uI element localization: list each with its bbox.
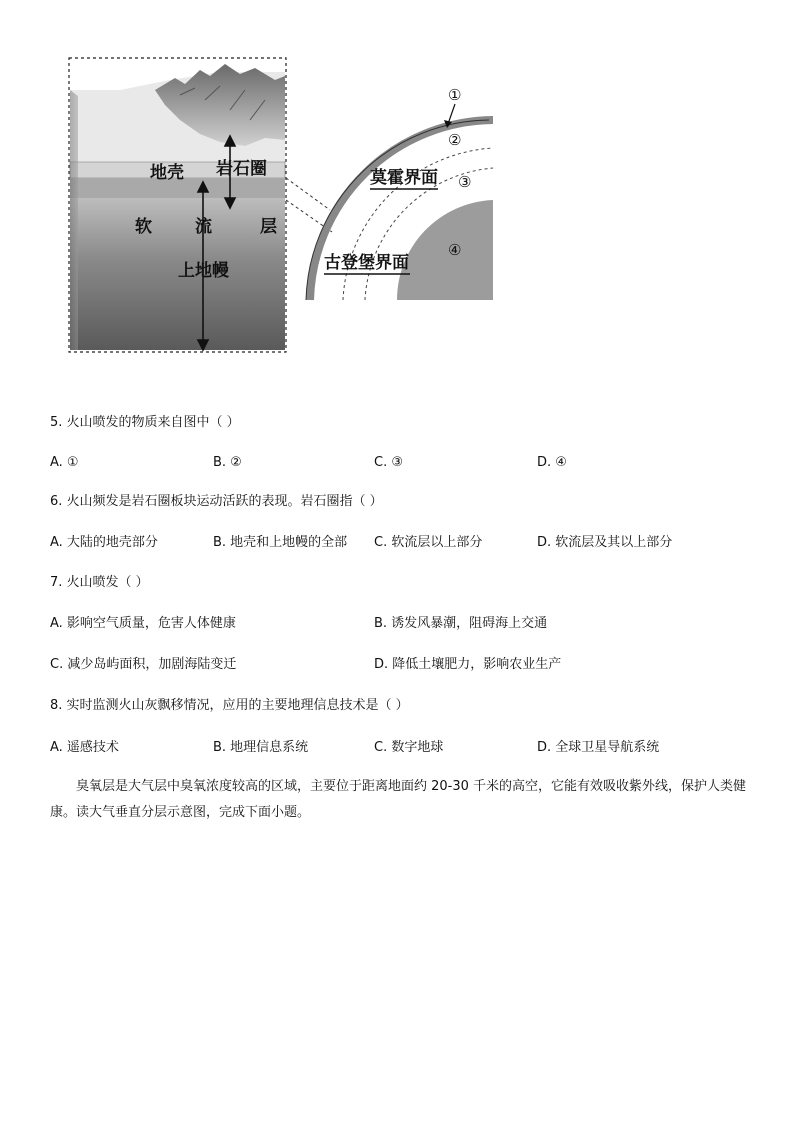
q5-option-d: D. ④ <box>537 455 567 470</box>
label-crust: 地壳 <box>150 163 184 183</box>
section-num-2: ② <box>448 131 462 149</box>
q6-option-a: A. 大陆的地壳部分 <box>50 535 158 550</box>
q5-option-b: B. ② <box>213 455 242 470</box>
section-num-1: ① <box>448 86 462 104</box>
earth-structure-diagram <box>60 50 500 360</box>
label-lithosphere: 岩石圈 <box>216 159 267 179</box>
question-7-stem: 7. 火山喷发（ ） <box>50 575 149 590</box>
q6-option-b: B. 地壳和上地幔的全部 <box>213 535 348 550</box>
question-6-stem: 6. 火山频发是岩石圈板块运动活跃的表现。岩石圈指（ ） <box>50 494 383 509</box>
q6-option-d: D. 软流层及其以上部分 <box>537 535 673 550</box>
q8-option-d: D. 全球卫星导航系统 <box>537 740 660 755</box>
label-upper-mantle: 上地幔 <box>178 261 229 281</box>
label-asthenosphere-3: 层 <box>260 217 277 237</box>
label-asthenosphere-2: 流 <box>195 217 212 237</box>
q8-option-b: B. 地理信息系统 <box>213 740 309 755</box>
q5-option-a: A. ① <box>50 455 79 470</box>
passage-ozone: 臭氧层是大气层中臭氧浓度较高的区域，主要位于距离地面约 20-30 千米的高空，它能有效吸收紫外线，保护人类健康。读大气垂直分层示意图，完成下面小题。 <box>50 779 747 820</box>
question-5-stem: 5. 火山喷发的物质来自图中（ ） <box>50 415 240 430</box>
q6-option-c: C. 软流层以上部分 <box>374 535 483 550</box>
q5-option-c: C. ③ <box>374 455 403 470</box>
q7-option-a: A. 影响空气质量，危害人体健康 <box>50 616 236 631</box>
q8-option-c: C. 数字地球 <box>374 740 444 755</box>
earth-structure-figure <box>60 50 500 360</box>
q7-option-b: B. 诱发风暴潮，阻碍海上交通 <box>374 616 548 631</box>
q7-option-c: C. 减少岛屿面积，加剧海陆变迁 <box>50 657 237 672</box>
label-moho: 莫霍界面 <box>370 168 438 188</box>
question-8-stem: 8. 实时监测火山灰飘移情况，应用的主要地理信息技术是（ ） <box>50 698 409 713</box>
q8-option-a: A. 遥感技术 <box>50 740 119 755</box>
section-num-3: ③ <box>458 173 472 191</box>
crust-block <box>70 64 285 350</box>
q7-option-d: D. 降低土壤肥力，影响农业生产 <box>374 657 562 672</box>
label-gutenberg: 古登堡界面 <box>324 253 409 273</box>
label-asthenosphere-1: 软 <box>135 217 152 237</box>
earth-section <box>306 120 493 300</box>
section-num-4: ④ <box>448 241 462 259</box>
